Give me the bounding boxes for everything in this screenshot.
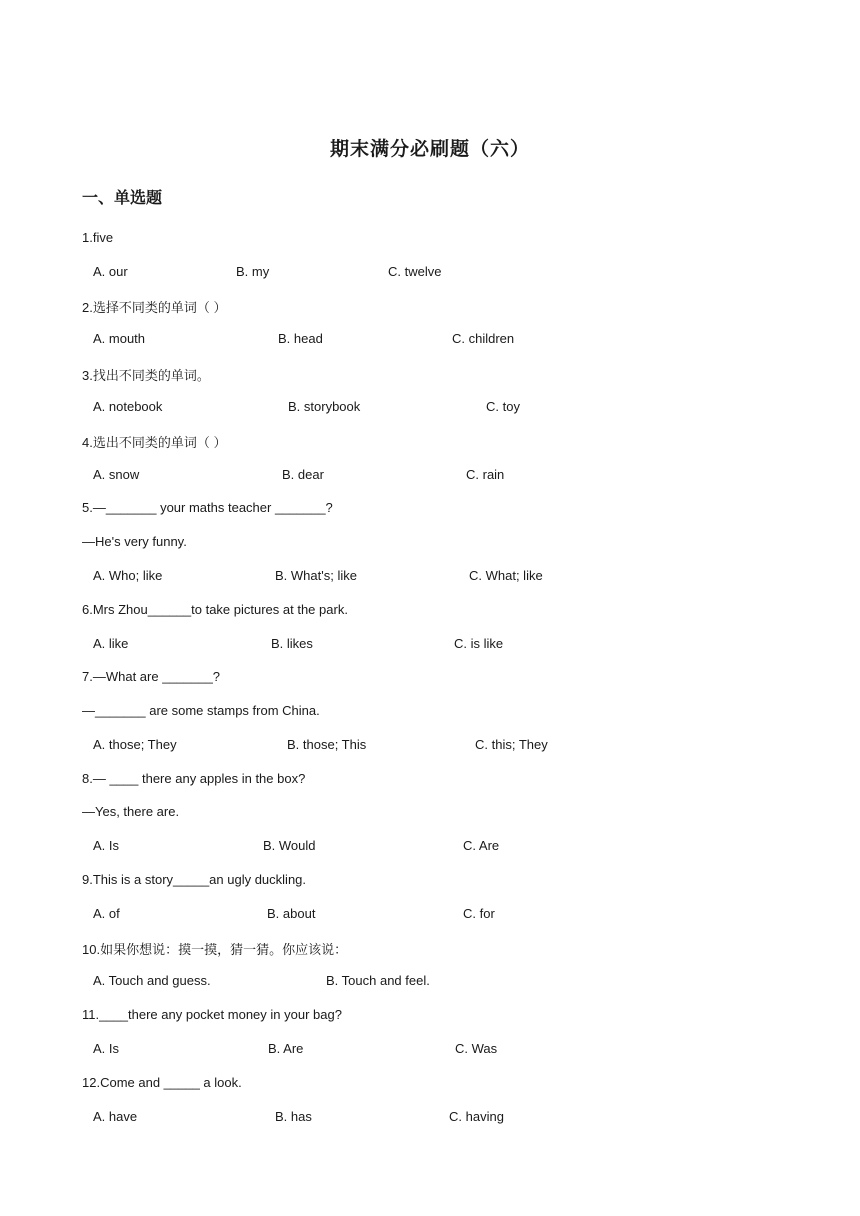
question-stem: 4.选出不同类的单词（ ）	[82, 435, 227, 450]
option-c[interactable]: C. this; They	[475, 737, 548, 752]
question-stem: 2.选择不同类的单词（ ）	[82, 300, 227, 315]
option-c[interactable]: C. Are	[463, 838, 500, 853]
option-c[interactable]: C. Was	[455, 1041, 498, 1056]
question-stem-line-2: —He's very funny.	[82, 534, 187, 549]
option-a[interactable]: A. Is	[93, 1041, 120, 1056]
option-c[interactable]: C. children	[452, 331, 515, 346]
option-b[interactable]: B. my	[236, 264, 270, 279]
option-c[interactable]: C. for	[463, 906, 495, 921]
option-c[interactable]: C. rain	[466, 467, 505, 482]
option-b[interactable]: B. those; This	[287, 737, 367, 752]
option-b[interactable]: B. likes	[271, 636, 313, 651]
question-stem: 10.如果你想说：摸一摸，猜一猜。你应该说：	[82, 942, 348, 957]
option-a[interactable]: A. mouth	[93, 331, 146, 346]
option-b[interactable]: B. head	[278, 331, 323, 346]
option-c[interactable]: C. toy	[486, 399, 520, 414]
page-title: 期末满分必刷题（六）	[329, 139, 530, 160]
option-a[interactable]: A. those; They	[93, 737, 177, 752]
option-c[interactable]: C. What; like	[469, 568, 543, 583]
option-a[interactable]: A. Is	[93, 838, 120, 853]
section-heading: 一、单选题	[82, 190, 163, 207]
option-c[interactable]: C. having	[449, 1109, 504, 1124]
option-b[interactable]: B. storybook	[288, 399, 361, 414]
option-a[interactable]: A. snow	[93, 467, 140, 482]
question-stem: 6.Mrs Zhou______to take pictures at the park.	[82, 602, 348, 617]
option-b[interactable]: B. What's; like	[275, 568, 357, 583]
option-c[interactable]: C. twelve	[388, 264, 442, 279]
option-a[interactable]: A. Who; like	[93, 568, 163, 583]
question-stem: 12.Come and _____ a look.	[82, 1075, 242, 1090]
option-b[interactable]: B. dear	[282, 467, 324, 482]
option-c[interactable]: C. is like	[454, 636, 504, 651]
option-a[interactable]: A. Touch and guess.	[93, 973, 211, 988]
option-a[interactable]: A. notebook	[93, 399, 163, 414]
option-b[interactable]: B. Are	[268, 1041, 304, 1056]
option-a[interactable]: A. have	[93, 1109, 138, 1124]
question-stem: 7.—What are _______?	[82, 669, 221, 684]
option-a[interactable]: A. like	[93, 636, 129, 651]
question-stem: 1.five	[82, 230, 114, 245]
option-b[interactable]: B. has	[275, 1109, 312, 1124]
question-stem: 3.找出不同类的单词。	[82, 368, 210, 383]
question-stem-line-2: —Yes, there are.	[82, 804, 180, 819]
option-a[interactable]: A. our	[93, 264, 128, 279]
option-b[interactable]: B. Would	[263, 838, 316, 853]
question-stem: 9.This is a story_____an ugly duckling.	[82, 872, 307, 887]
question-stem-line-2: —_______ are some stamps from China.	[82, 703, 320, 718]
question-stem: 8.— ____ there any apples in the box?	[82, 771, 306, 786]
option-b[interactable]: B. about	[267, 906, 316, 921]
option-a[interactable]: A. of	[93, 906, 120, 921]
question-stem: 11.____there any pocket money in your bag?	[82, 1007, 342, 1022]
option-b[interactable]: B. Touch and feel.	[326, 973, 430, 988]
question-stem: 5.—_______ your maths teacher _______?	[82, 500, 333, 515]
